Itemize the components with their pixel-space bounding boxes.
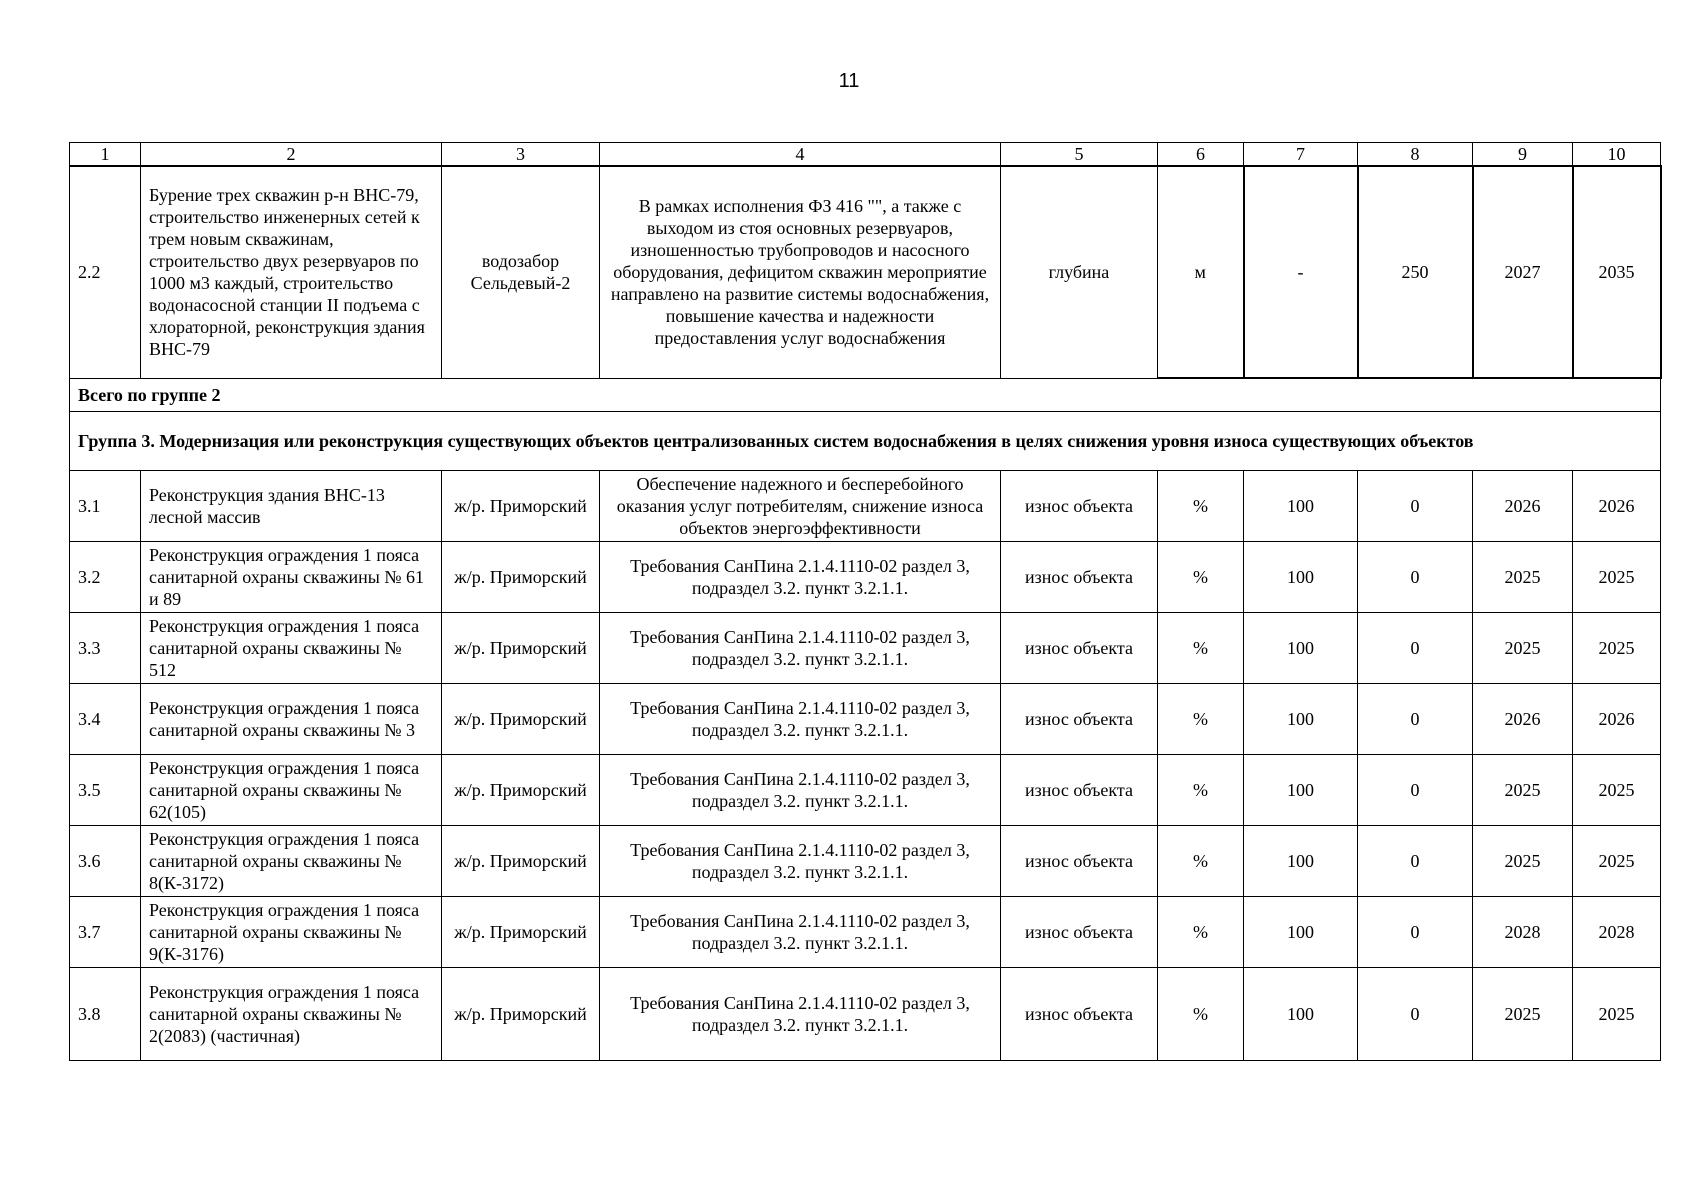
unit-cell: % xyxy=(1158,542,1244,613)
measure-name-cell: Реконструкция ограждения 1 пояса санитарной охраны скважины № 61 и 89 xyxy=(141,542,442,613)
unit-cell: % xyxy=(1158,613,1244,684)
measure-name-cell: Реконструкция ограждения 1 пояса санитарной охраны скважины № 2(2083) (частичная) xyxy=(141,968,442,1061)
unit-cell: % xyxy=(1158,826,1244,897)
column-number: 10 xyxy=(1573,143,1661,167)
table-row xyxy=(70,684,1661,755)
value-before-cell: 100 xyxy=(1244,471,1358,542)
measure-name-cell: Реконструкция ограждения 1 пояса санитарной охраны скважины № 8(К-3172) xyxy=(141,826,442,897)
justification-cell: Требования СанПина 2.1.4.1110-02 раздел 3, подраздел 3.2. пункт 3.2.1.1. xyxy=(600,755,1001,826)
row-number-cell: 3.8 xyxy=(70,968,141,1061)
measure-name-cell: Реконструкция ограждения 1 пояса санитарной охраны скважины № 3 xyxy=(141,684,442,755)
measure-name-cell: Реконструкция ограждения 1 пояса санитарной охраны скважины № 512 xyxy=(141,613,442,684)
row-number-cell: 3.3 xyxy=(70,613,141,684)
value-after-cell: 0 xyxy=(1358,755,1473,826)
location-cell: ж/р. Приморский xyxy=(442,755,600,826)
measure-name-cell: Реконструкция здания ВНС-13 лесной массив xyxy=(141,471,442,542)
indicator-cell: износ объекта xyxy=(1001,826,1158,897)
value-after-cell: 0 xyxy=(1358,826,1473,897)
row-number-cell: 2.2 xyxy=(70,166,141,378)
justification-cell: Требования СанПина 2.1.4.1110-02 раздел 3, подраздел 3.2. пункт 3.2.1.1. xyxy=(600,613,1001,684)
location-cell: ж/р. Приморский xyxy=(442,613,600,684)
group-total-label: Всего по группе 2 xyxy=(70,378,1661,412)
unit-cell: % xyxy=(1158,755,1244,826)
year-start-cell: 2028 xyxy=(1473,897,1573,968)
value-before-cell: 100 xyxy=(1244,968,1358,1061)
indicator-cell: износ объекта xyxy=(1001,613,1158,684)
row-number-cell: 3.1 xyxy=(70,471,141,542)
value-before-cell: 100 xyxy=(1244,897,1358,968)
column-number: 5 xyxy=(1001,143,1158,167)
table-row xyxy=(70,826,1661,897)
column-number: 9 xyxy=(1473,143,1573,167)
year-end-cell: 2025 xyxy=(1573,613,1661,684)
indicator-cell: износ объекта xyxy=(1001,684,1158,755)
location-cell: ж/р. Приморский xyxy=(442,897,600,968)
value-before-cell: 100 xyxy=(1244,755,1358,826)
table-row xyxy=(70,542,1661,613)
value-before-cell: 100 xyxy=(1244,613,1358,684)
year-start-cell: 2025 xyxy=(1473,968,1573,1061)
table-row xyxy=(70,897,1661,968)
justification-cell: Требования СанПина 2.1.4.1110-02 раздел 3, подраздел 3.2. пункт 3.2.1.1. xyxy=(600,826,1001,897)
table-row xyxy=(70,166,1661,378)
indicator-cell: износ объекта xyxy=(1001,542,1158,613)
column-number: 1 xyxy=(70,143,141,167)
measures-table xyxy=(69,142,1662,1061)
measure-name-cell: Реконструкция ограждения 1 пояса санитарной охраны скважины № 9(К-3176) xyxy=(141,897,442,968)
value-after-cell: 0 xyxy=(1358,471,1473,542)
indicator-cell: глубина xyxy=(1001,166,1158,378)
location-cell: ж/р. Приморский xyxy=(442,968,600,1061)
unit-cell: % xyxy=(1158,968,1244,1061)
justification-cell: Требования СанПина 2.1.4.1110-02 раздел 3, подраздел 3.2. пункт 3.2.1.1. xyxy=(600,542,1001,613)
year-start-cell: 2025 xyxy=(1473,826,1573,897)
column-number: 4 xyxy=(600,143,1001,167)
justification-cell: Обеспечение надежного и бесперебойного оказания услуг потребителям, снижение износа объектов энергоэффективности xyxy=(600,471,1001,542)
value-after-cell: 0 xyxy=(1358,968,1473,1061)
location-cell: ж/р. Приморский xyxy=(442,826,600,897)
year-start-cell: 2027 xyxy=(1473,166,1573,378)
year-end-cell: 2025 xyxy=(1573,826,1661,897)
table-row xyxy=(70,968,1661,1061)
measure-name-cell: Бурение трех скважин р-н ВНС-79, строительство инженерных сетей к трем новым скважинам, строительство двух резервуаров по 1000 м3 каждый, строительство водонасосной станции II подъема с хлораторной, реконструкция здания ВНС-79 xyxy=(141,166,442,378)
justification-cell: В рамках исполнения ФЗ 416 "", а также с выходом из стоя основных резервуаров, изношенностью трубопроводов и насосного оборудования, дефицитом скважин мероприятие направлено на развитие системы водоснабжения, повышение качества и надежности предоставления услуг водоснабжения xyxy=(600,166,1001,378)
page-number: 11 xyxy=(838,70,860,92)
measure-name-cell: Реконструкция ограждения 1 пояса санитарной охраны скважины № 62(105) xyxy=(141,755,442,826)
column-number: 7 xyxy=(1244,143,1358,167)
table-row xyxy=(70,471,1661,542)
location-cell: ж/р. Приморский xyxy=(442,542,600,613)
value-after-cell: 0 xyxy=(1358,684,1473,755)
group-total-row xyxy=(70,378,1661,412)
value-after-cell: 0 xyxy=(1358,613,1473,684)
column-number-row xyxy=(70,143,1661,167)
indicator-cell: износ объекта xyxy=(1001,968,1158,1061)
column-number: 6 xyxy=(1158,143,1244,167)
unit-cell: м xyxy=(1158,166,1244,378)
row-number-cell: 3.7 xyxy=(70,897,141,968)
group-title-row xyxy=(70,412,1661,471)
justification-cell: Требования СанПина 2.1.4.1110-02 раздел 3, подраздел 3.2. пункт 3.2.1.1. xyxy=(600,968,1001,1061)
row-number-cell: 3.5 xyxy=(70,755,141,826)
year-end-cell: 2025 xyxy=(1573,542,1661,613)
row-number-cell: 3.4 xyxy=(70,684,141,755)
unit-cell: % xyxy=(1158,897,1244,968)
row-number-cell: 3.2 xyxy=(70,542,141,613)
year-end-cell: 2026 xyxy=(1573,471,1661,542)
justification-cell: Требования СанПина 2.1.4.1110-02 раздел 3, подраздел 3.2. пункт 3.2.1.1. xyxy=(600,684,1001,755)
unit-cell: % xyxy=(1158,684,1244,755)
row-number-cell: 3.6 xyxy=(70,826,141,897)
year-end-cell: 2035 xyxy=(1573,166,1661,378)
value-after-cell: 0 xyxy=(1358,542,1473,613)
value-after-cell: 0 xyxy=(1358,897,1473,968)
unit-cell: % xyxy=(1158,471,1244,542)
location-cell: ж/р. Приморский xyxy=(442,471,600,542)
indicator-cell: износ объекта xyxy=(1001,755,1158,826)
indicator-cell: износ объекта xyxy=(1001,897,1158,968)
value-before-cell: 100 xyxy=(1244,826,1358,897)
column-number: 3 xyxy=(442,143,600,167)
value-before-cell: - xyxy=(1244,166,1358,378)
year-start-cell: 2025 xyxy=(1473,613,1573,684)
year-end-cell: 2025 xyxy=(1573,755,1661,826)
column-number: 2 xyxy=(141,143,442,167)
justification-cell: Требования СанПина 2.1.4.1110-02 раздел 3, подраздел 3.2. пункт 3.2.1.1. xyxy=(600,897,1001,968)
table-row xyxy=(70,755,1661,826)
year-start-cell: 2025 xyxy=(1473,542,1573,613)
year-start-cell: 2026 xyxy=(1473,684,1573,755)
year-end-cell: 2025 xyxy=(1573,968,1661,1061)
location-cell: водозабор Сельдевый-2 xyxy=(442,166,600,378)
location-cell: ж/р. Приморский xyxy=(442,684,600,755)
year-start-cell: 2025 xyxy=(1473,755,1573,826)
year-start-cell: 2026 xyxy=(1473,471,1573,542)
group-title-label: Группа 3. Модернизация или реконструкция существующих объектов централизованных систем водоснабжения в целях снижения уровня износа существующих объектов xyxy=(70,412,1661,471)
value-after-cell: 250 xyxy=(1358,166,1473,378)
indicator-cell: износ объекта xyxy=(1001,471,1158,542)
year-end-cell: 2026 xyxy=(1573,684,1661,755)
year-end-cell: 2028 xyxy=(1573,897,1661,968)
column-number: 8 xyxy=(1358,143,1473,167)
value-before-cell: 100 xyxy=(1244,542,1358,613)
table-row xyxy=(70,613,1661,684)
value-before-cell: 100 xyxy=(1244,684,1358,755)
